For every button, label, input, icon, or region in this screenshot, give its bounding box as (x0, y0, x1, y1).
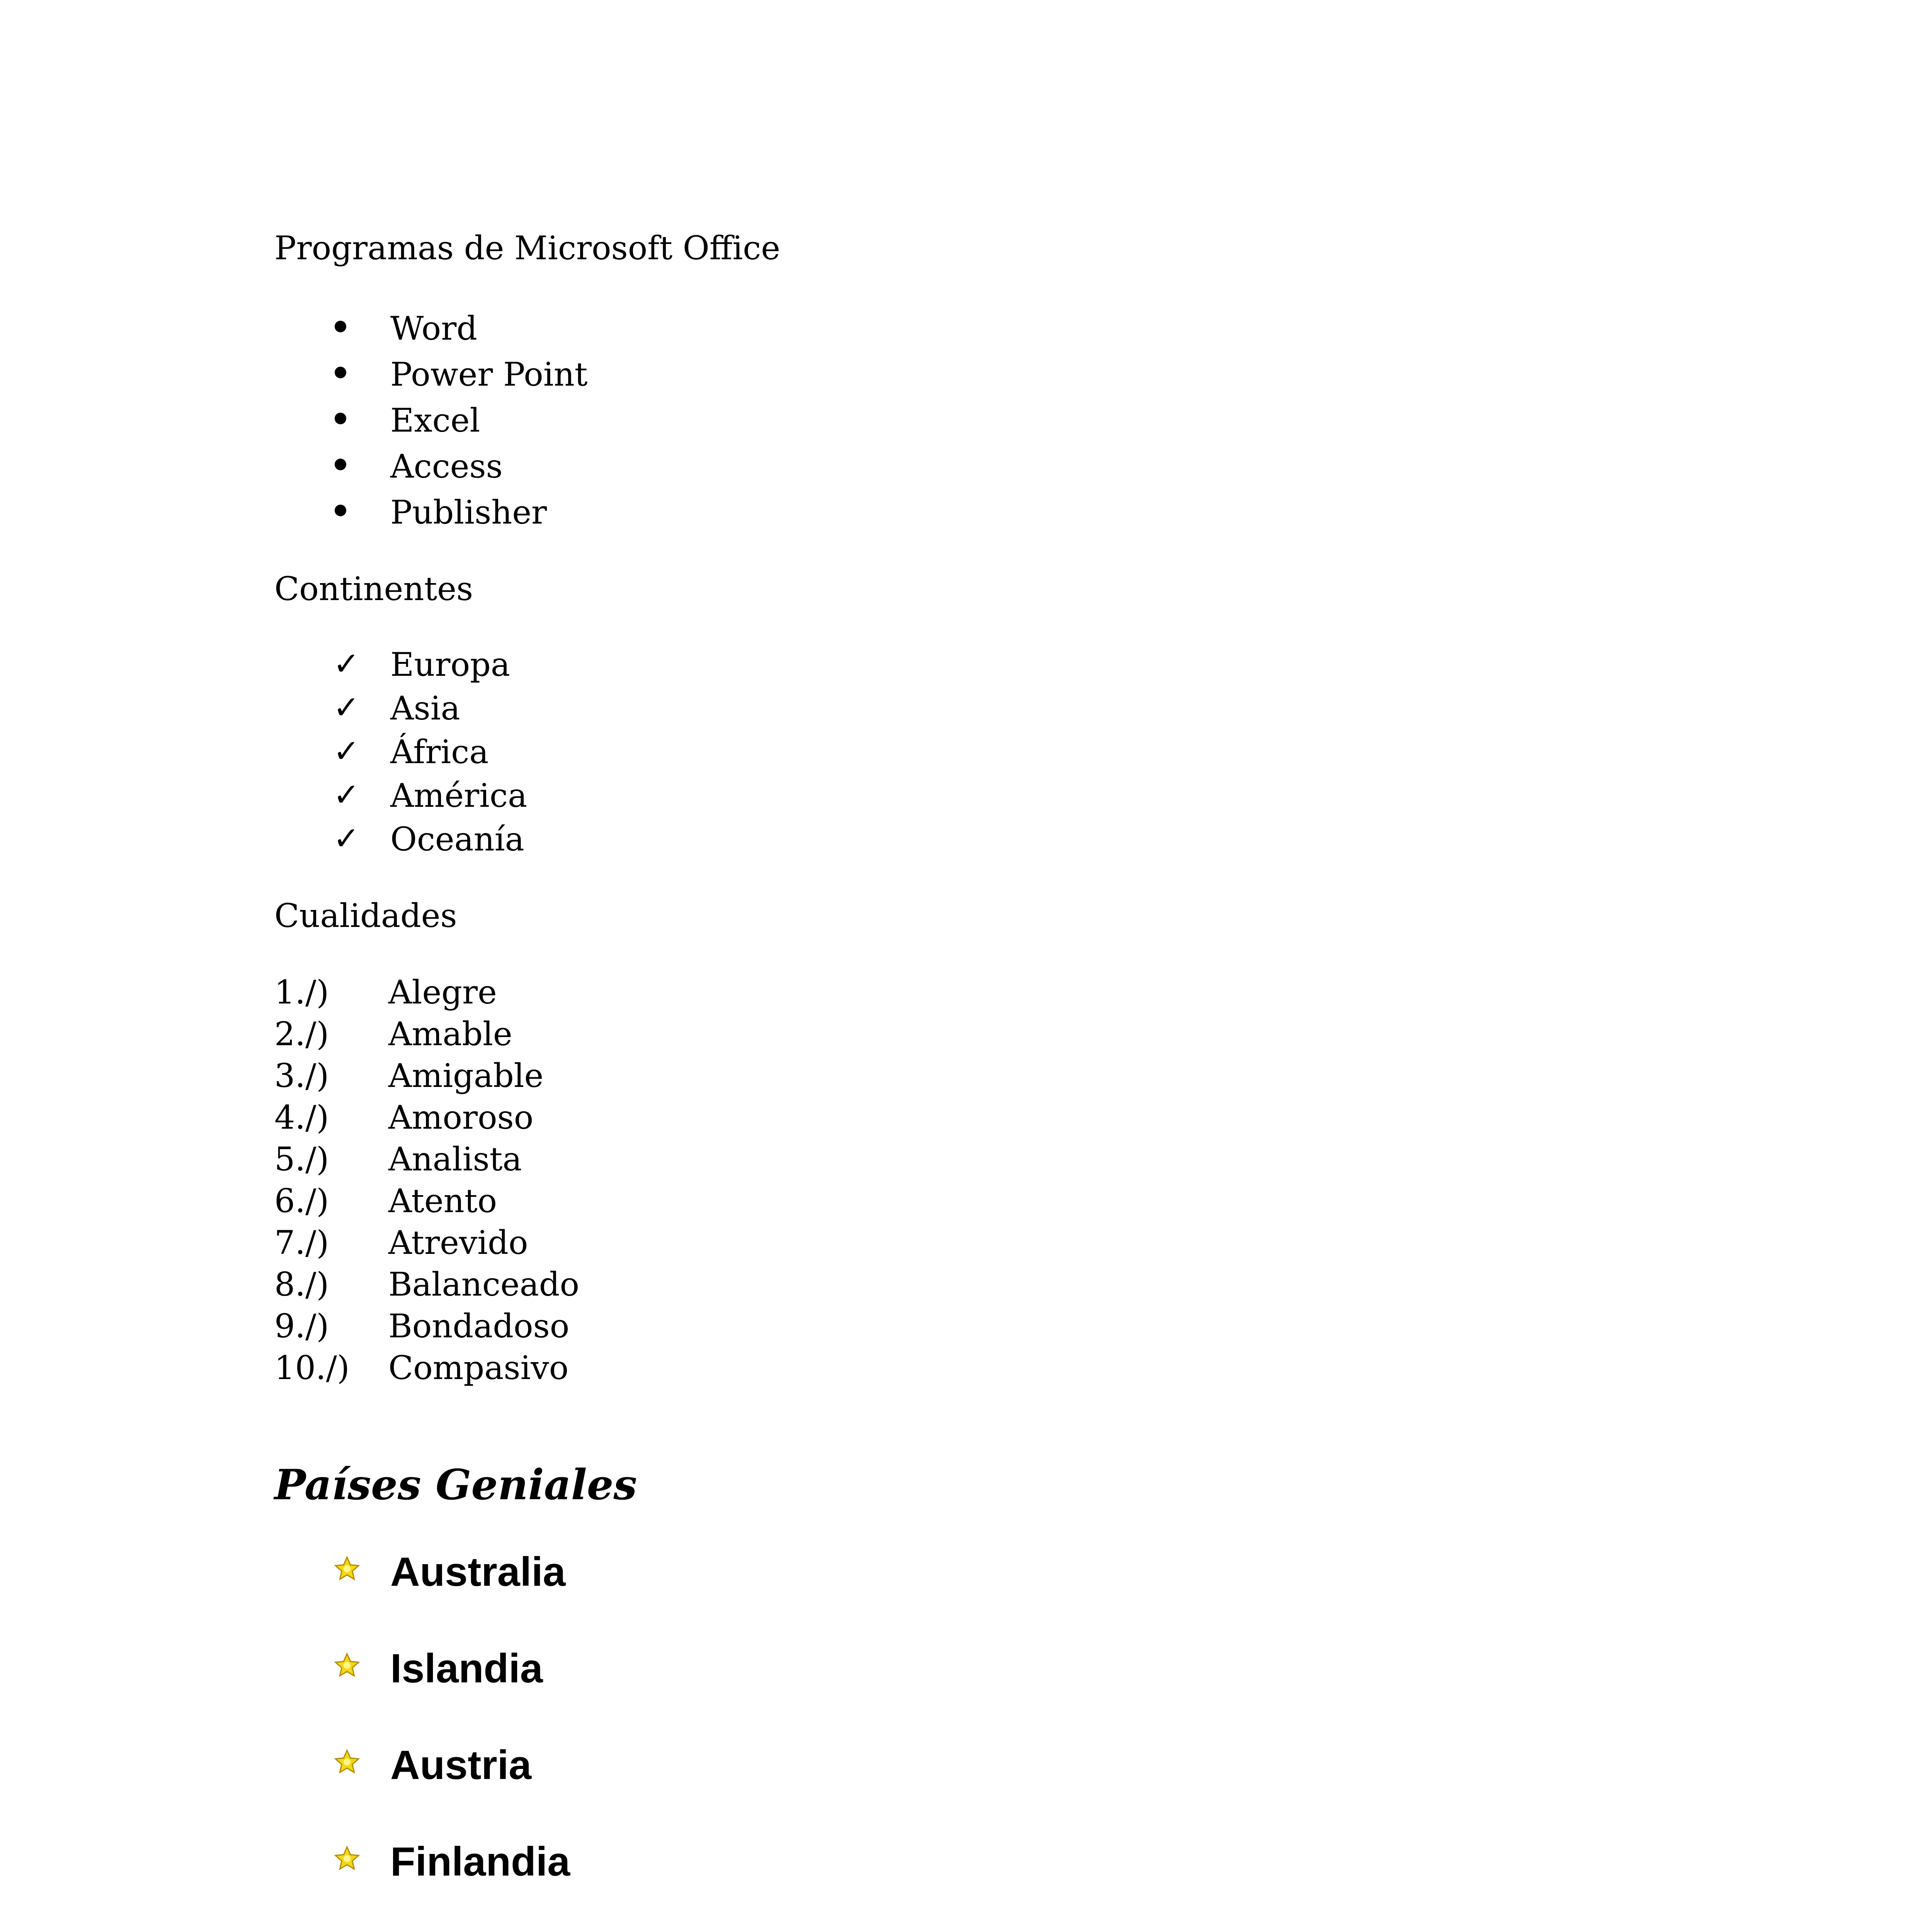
bullet-dot-icon (335, 505, 346, 516)
list-item-label: Asia (390, 689, 460, 727)
list-item-label: Compasivo (388, 1349, 569, 1387)
list-item-label: África (390, 733, 489, 771)
list-item-number: 10./) (274, 1349, 350, 1387)
list-item-label: Bondadoso (388, 1307, 570, 1345)
bullet-dot-icon (335, 413, 346, 424)
office-heading: Programas de Microsoft Office (274, 229, 781, 267)
list-item-label: Analista (388, 1140, 522, 1178)
checkmark-icon: ✓ (333, 689, 360, 726)
list-item-label: Finlandia (390, 1839, 570, 1884)
star-icon (333, 1651, 361, 1679)
list-item-label: Europa (390, 646, 510, 684)
star-icon (333, 1555, 361, 1583)
list-item-number: 2./) (274, 1015, 329, 1053)
checkmark-icon: ✓ (333, 733, 360, 770)
list-item-label: Amigable (388, 1057, 544, 1095)
list-item-number: 8./) (274, 1265, 329, 1303)
list-item-number: 9./) (274, 1307, 329, 1345)
list-item-label: Amable (388, 1015, 512, 1053)
checkmark-icon: ✓ (333, 777, 360, 813)
list-item-label: América (390, 777, 527, 815)
bullet-dot-icon (335, 367, 346, 378)
list-item-label: Australia (390, 1549, 566, 1595)
continents-heading: Continentes (274, 570, 473, 608)
countries-title: Países Geniales (274, 1461, 637, 1509)
list-item-number: 4./) (274, 1099, 329, 1136)
bullet-dot-icon (335, 459, 346, 470)
list-item-label: Austria (390, 1742, 532, 1788)
list-item-number: 1./) (274, 973, 329, 1011)
bullet-dot-icon (335, 321, 346, 332)
list-item-number: 3./) (274, 1057, 329, 1095)
list-item-label: Atento (388, 1182, 497, 1220)
list-item-number: 7./) (274, 1224, 329, 1262)
list-item-number: 5./) (274, 1140, 329, 1178)
list-item-number: 6./) (274, 1182, 329, 1220)
list-item-label: Excel (390, 401, 480, 439)
list-item-label: Word (390, 310, 478, 347)
star-icon (333, 1748, 361, 1776)
list-item-label: Amoroso (388, 1099, 534, 1136)
list-item-label: Oceanía (390, 820, 524, 858)
list-item-label: Publisher (390, 493, 547, 531)
list-item-label: Balanceado (388, 1265, 580, 1303)
checkmark-icon: ✓ (333, 646, 360, 682)
qualities-heading: Cualidades (274, 897, 457, 935)
list-item-label: Access (390, 447, 503, 485)
list-item-label: Alegre (388, 973, 497, 1011)
list-item-label: Islandia (390, 1646, 543, 1691)
star-icon (333, 1845, 361, 1872)
list-item-label: Atrevido (388, 1224, 528, 1262)
list-item-label: Power Point (390, 355, 588, 393)
checkmark-icon: ✓ (333, 820, 360, 857)
